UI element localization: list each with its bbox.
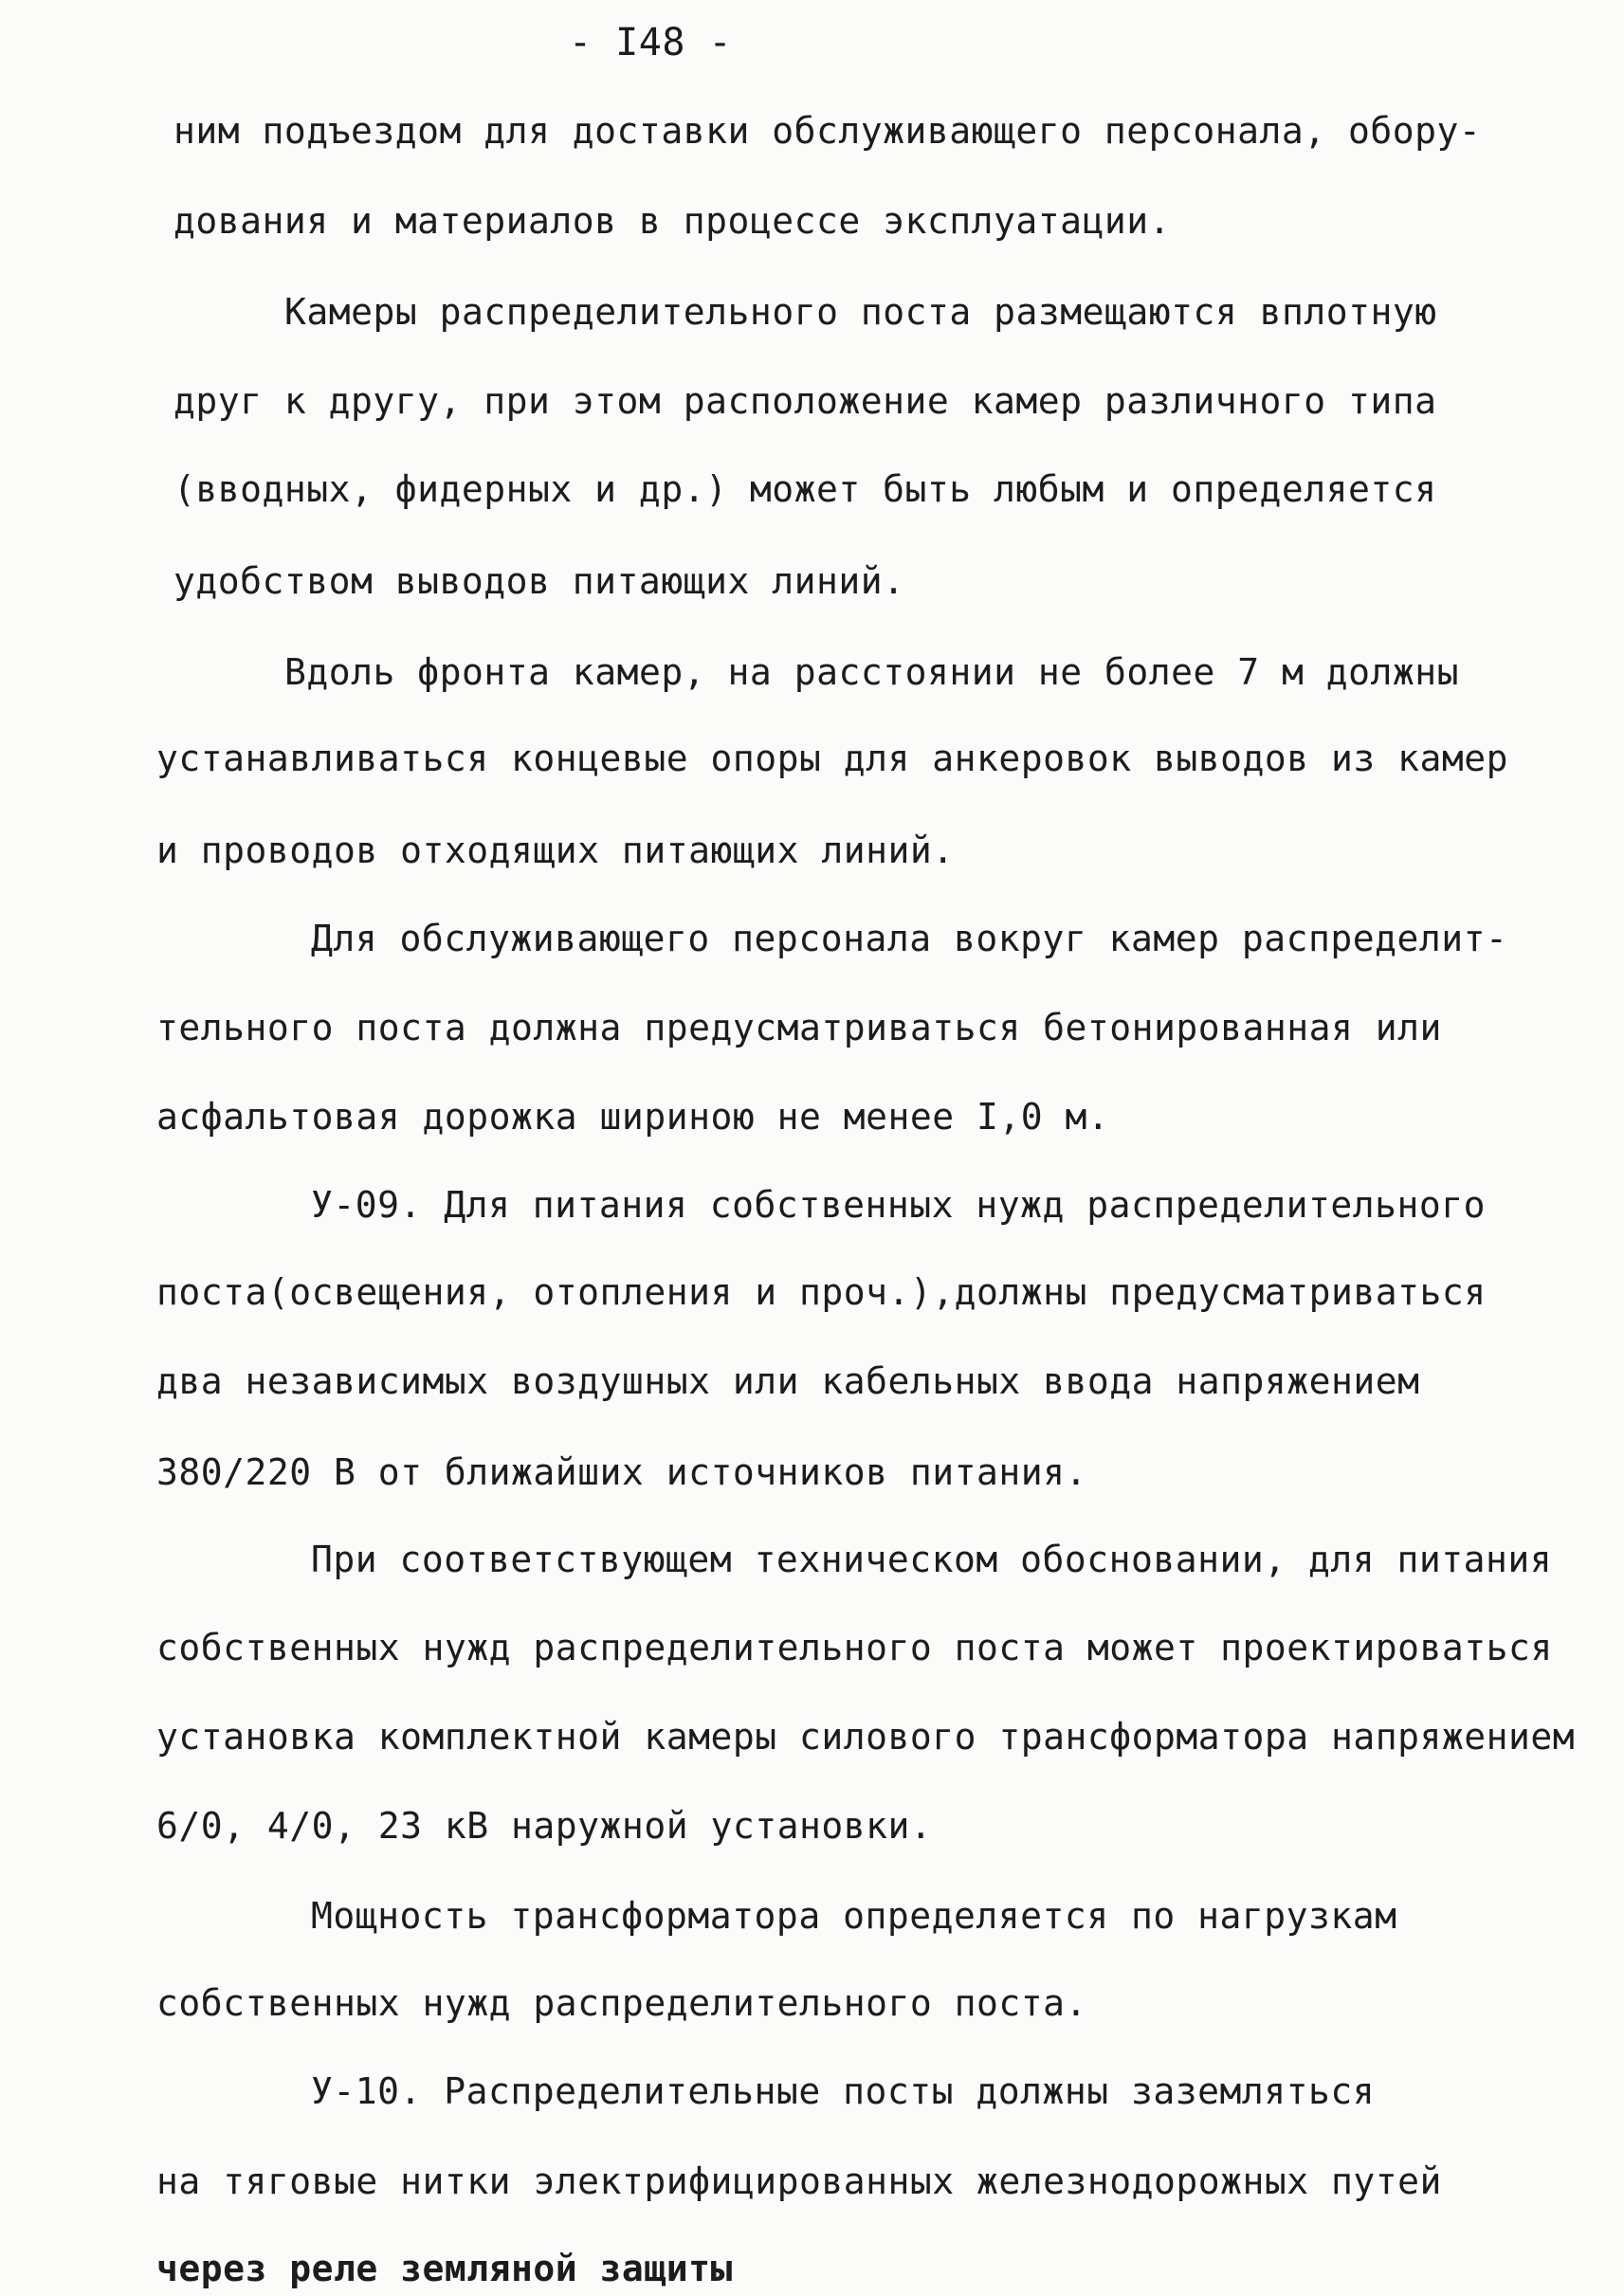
text-line: собственных нужд распределительного поста.: [156, 1982, 1087, 2024]
text-line: дования и материалов в процессе эксплуатации.: [173, 200, 1172, 242]
text-line: тельного поста должна предусматриваться бетонированная или: [156, 1007, 1442, 1048]
text-line: 6/0, 4/0, 23 кВ наружной установки.: [156, 1805, 933, 1847]
text-line: При соответствующем техническом обосновании, для питания: [311, 1539, 1553, 1580]
text-line: Камеры распределительного поста размещаются вплотную: [284, 291, 1437, 333]
text-line: Для обслуживающего персонала вокруг камер распределит-: [311, 918, 1508, 959]
text-line: 380/220 В от ближайших источников питания.: [156, 1451, 1087, 1493]
text-line: асфальтовая дорожка шириною не менее I,0 м.: [156, 1096, 1110, 1138]
text-line: два независимых воздушных или кабельных ввода напряжением: [156, 1360, 1420, 1402]
text-line: собственных нужд распределительного поста может проектироваться: [156, 1627, 1553, 1668]
text-line: ним подъездом для доставки обслуживающего персонала, обору-: [173, 110, 1482, 152]
text-line: друг к другу, при этом расположение камер различного типа: [173, 380, 1437, 422]
text-line: (вводных, фидерных и др.) может быть любым и определяется: [173, 468, 1437, 510]
text-line: устанавливаться концевые опоры для анкеровок выводов из камер: [156, 738, 1509, 779]
text-line: У-09. Для питания собственных нужд распределительного: [311, 1184, 1487, 1226]
text-line: через реле земляной защиты: [156, 2248, 733, 2289]
text-line: поста(освещения, отопления и проч.),должны предусматриваться: [156, 1271, 1487, 1313]
text-line: и проводов отходящих питающих линий.: [156, 829, 955, 871]
page-number: - I48 -: [569, 21, 733, 64]
text-line: на тяговые нитки электрифицированных железнодорожных путей: [156, 2160, 1442, 2202]
text-line: У-10. Распределительные посты должны заземляться: [311, 2070, 1376, 2112]
text-line: удобством выводов питающих линий.: [173, 560, 905, 602]
text-line: установка комплектной камеры силового трансформатора напряжением: [156, 1716, 1576, 1758]
text-line: Вдоль фронта камер, на расстоянии не более 7 м должны: [284, 651, 1460, 693]
text-line: Мощность трансформатора определяется по нагрузкам: [311, 1895, 1397, 1937]
